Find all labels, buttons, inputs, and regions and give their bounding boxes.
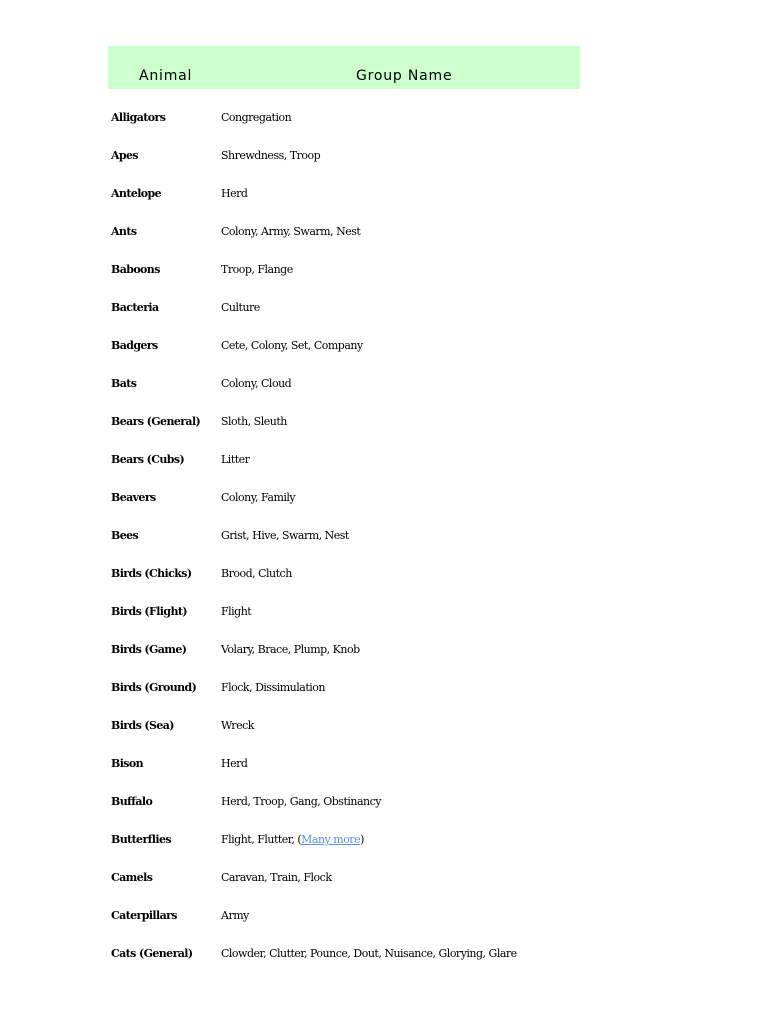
group-name-text: Shrewdness, Troop — [221, 149, 321, 162]
group-name-cell — [221, 300, 260, 316]
group-name-cell — [221, 794, 381, 810]
animal-cell: Apes — [111, 149, 139, 162]
animal-cell: Bison — [111, 757, 144, 770]
group-name-text: Clowder, Clutter, Pounce, Dout, Nuisance, Glorying, Glare — [221, 947, 517, 960]
table-row — [0, 604, 768, 624]
table-row — [0, 300, 768, 320]
group-name-cell — [221, 566, 292, 582]
group-name-text: Grist, Hive, Swarm, Nest — [221, 529, 349, 542]
table-row — [0, 528, 768, 548]
group-name-cell — [221, 186, 247, 202]
group-name-text: Caravan, Train, Flock — [221, 871, 332, 884]
group-name-cell — [221, 756, 247, 772]
group-name-text: Troop, Flange — [221, 263, 293, 276]
table-row — [0, 870, 768, 890]
group-name-text: Colony, Army, Swarm, Nest — [221, 225, 361, 238]
group-name-cell — [221, 642, 360, 658]
group-name-text: Cete, Colony, Set, Company — [221, 339, 363, 352]
table-row — [0, 566, 768, 586]
group-name-suffix: ) — [360, 833, 364, 846]
group-name-cell — [221, 338, 363, 354]
animal-cell: Caterpillars — [111, 909, 177, 922]
table-row — [0, 794, 768, 814]
group-name-text: Volary, Brace, Plump, Knob — [221, 643, 360, 656]
animal-cell: Bats — [111, 377, 137, 390]
animal-cell: Badgers — [111, 339, 158, 352]
animal-cell: Buffalo — [111, 795, 153, 808]
group-name-cell — [221, 376, 291, 392]
table-row — [0, 946, 768, 966]
animal-cell: Alligators — [111, 111, 166, 124]
animal-cell: Bees — [111, 529, 139, 542]
group-name-cell — [221, 224, 360, 240]
table-row — [0, 832, 768, 852]
animal-cell: Bacteria — [111, 301, 159, 314]
header-group-name: Group Name — [356, 68, 453, 84]
animal-cell: Birds (Game) — [111, 643, 187, 656]
group-name-cell — [221, 832, 364, 848]
animal-cell: Birds (Ground) — [111, 681, 197, 694]
table-row — [0, 376, 768, 396]
table-row — [0, 110, 768, 130]
table-row — [0, 680, 768, 700]
group-name-text: Litter — [221, 453, 250, 466]
table-row — [0, 718, 768, 738]
group-name-cell — [221, 414, 287, 430]
group-name-cell — [221, 908, 249, 924]
group-name-text: Colony, Family — [221, 491, 296, 504]
group-name-text: Flight, Flutter, ( — [221, 833, 302, 846]
group-name-cell — [221, 148, 320, 164]
table-row — [0, 262, 768, 282]
group-name-cell — [221, 680, 325, 696]
group-name-cell — [221, 452, 249, 468]
animal-cell: Ants — [111, 225, 137, 238]
group-name-text: Brood, Clutch — [221, 567, 292, 580]
group-name-text: Wreck — [221, 719, 254, 732]
animal-cell: Bears (Cubs) — [111, 453, 185, 466]
group-name-text: Colony, Cloud — [221, 377, 292, 390]
animal-cell: Beavers — [111, 491, 156, 504]
animal-cell: Birds (Sea) — [111, 719, 174, 732]
group-name-text: Culture — [221, 301, 260, 314]
group-name-cell — [221, 528, 349, 544]
group-name-cell — [221, 110, 291, 126]
group-name-cell — [221, 604, 251, 620]
table-row — [0, 414, 768, 434]
group-name-cell — [221, 946, 517, 962]
table-row — [0, 908, 768, 928]
group-name-text: Congregation — [221, 111, 292, 124]
animal-cell: Baboons — [111, 263, 160, 276]
group-name-text: Army — [221, 909, 249, 922]
group-name-text: Herd — [221, 757, 248, 770]
animal-cell: Butterflies — [111, 833, 171, 846]
group-name-text: Sloth, Sleuth — [221, 415, 287, 428]
many-more-link[interactable]: Many more — [301, 833, 361, 846]
animal-cell: Birds (Flight) — [111, 605, 187, 618]
animal-cell: Antelope — [111, 187, 162, 200]
group-name-text: Herd — [221, 187, 248, 200]
animal-cell: Bears (General) — [111, 415, 201, 428]
animal-cell: Cats (General) — [111, 947, 193, 960]
table-row — [0, 148, 768, 168]
table-row — [0, 490, 768, 510]
header-animal: Animal — [139, 68, 193, 84]
table-row — [0, 224, 768, 244]
animal-cell: Camels — [111, 871, 153, 884]
group-name-cell — [221, 262, 293, 278]
group-name-cell — [221, 490, 295, 506]
table-row — [0, 338, 768, 358]
animal-cell: Birds (Chicks) — [111, 567, 192, 580]
table-row — [0, 452, 768, 472]
table-row — [0, 186, 768, 206]
group-name-cell — [221, 870, 332, 886]
table-row — [0, 642, 768, 662]
group-name-text: Herd, Troop, Gang, Obstinancy — [221, 795, 381, 808]
table-row — [0, 756, 768, 776]
group-name-cell — [221, 718, 254, 734]
group-name-text: Flight — [221, 605, 252, 618]
group-name-text: Flock, Dissimulation — [221, 681, 325, 694]
